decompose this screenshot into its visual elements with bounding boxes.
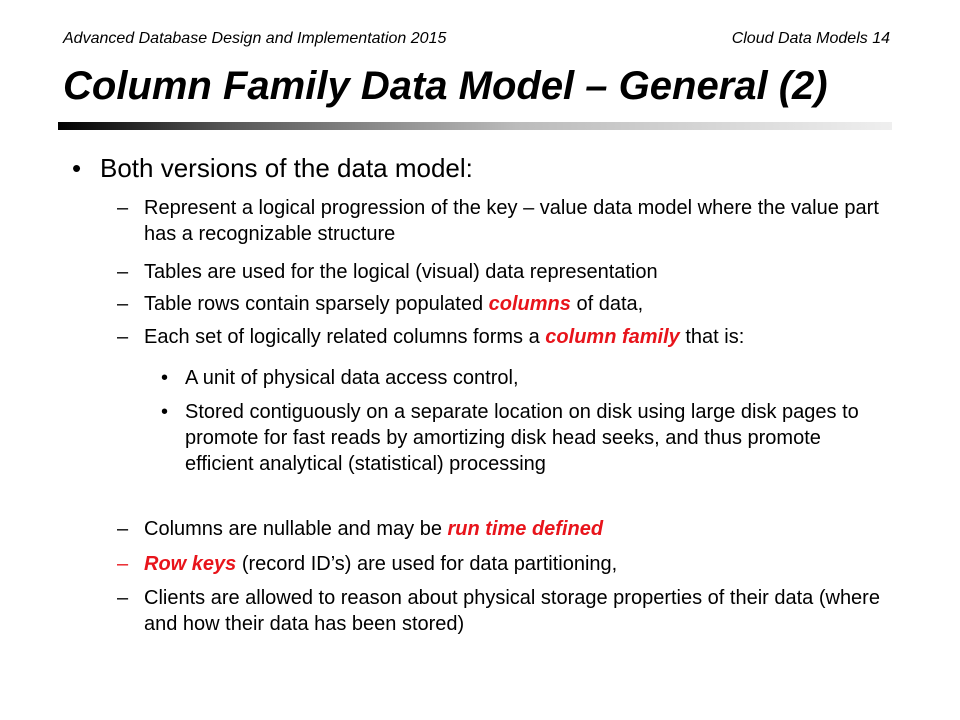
emphasis-run-time-defined: run time defined — [447, 518, 604, 540]
sub-sub-item-text: A unit of physical data access control, — [185, 367, 519, 389]
sub-item-text: Clients are allowed to reason about physical storage properties of their data (where and how their data has been stored) — [144, 587, 880, 635]
bullet-marker: • — [161, 367, 169, 389]
sub-item-text — [144, 324, 907, 350]
sub-item-text — [144, 291, 907, 317]
slide-header-left: Advanced Database Design and Implementation 2015 — [63, 30, 447, 47]
text-segment: Table rows contain sparsely populated — [144, 293, 489, 315]
dash-marker: – — [117, 518, 129, 540]
bullet-marker: • — [161, 401, 169, 423]
sub-item-column-family — [117, 324, 907, 350]
sub-item-text: Tables are used for the logical (visual) data representation — [144, 261, 658, 283]
text-segment: Each set of logically related columns forms a — [144, 326, 546, 348]
sub-item-text — [144, 516, 907, 542]
sub-item-tables — [117, 259, 907, 285]
sub-sub-item-access-control — [161, 365, 881, 391]
emphasis-row-keys: Row keys — [144, 553, 237, 575]
dash-marker: – — [117, 293, 129, 315]
sub-sub-item-stored-contiguously — [161, 399, 881, 477]
sub-item-text — [144, 551, 907, 577]
emphasis-column-family: column family — [545, 326, 680, 348]
slide-title: Column Family Data Model – General (2) — [63, 64, 828, 108]
sub-sub-item-text: Stored contiguously on a separate location on disk using large disk pages to promote for fast reads by amortizing disk head seeks, and thus promote efficient analytical (statistical) processing — [185, 401, 859, 475]
text-segment: that is: — [679, 326, 745, 348]
dash-marker: – — [117, 553, 129, 575]
dash-marker: – — [117, 326, 129, 348]
emphasis-columns: columns — [488, 293, 571, 315]
sub-item-table-rows — [117, 291, 907, 317]
dash-marker: – — [117, 197, 129, 219]
text-segment: Columns are nullable and may be — [144, 518, 448, 540]
sub-item-nullable-columns — [117, 516, 907, 542]
dash-marker: – — [117, 261, 129, 283]
title-divider — [58, 122, 892, 130]
dash-marker: – — [117, 587, 129, 609]
sub-item-row-keys — [117, 551, 907, 577]
sub-item-clients — [117, 585, 907, 637]
text-segment: of data, — [570, 293, 644, 315]
sub-item-text: Represent a logical progression of the key – value data model where the value part has a recognizable structure — [144, 197, 879, 245]
main-bullet-text: Both versions of the data model: — [100, 153, 473, 183]
slide-header-right: Cloud Data Models 14 — [731, 30, 890, 47]
bullet-marker: • — [72, 153, 82, 183]
text-segment: (record ID’s) are used for data partitioning, — [236, 553, 618, 575]
sub-item-logical-progression — [117, 195, 907, 247]
